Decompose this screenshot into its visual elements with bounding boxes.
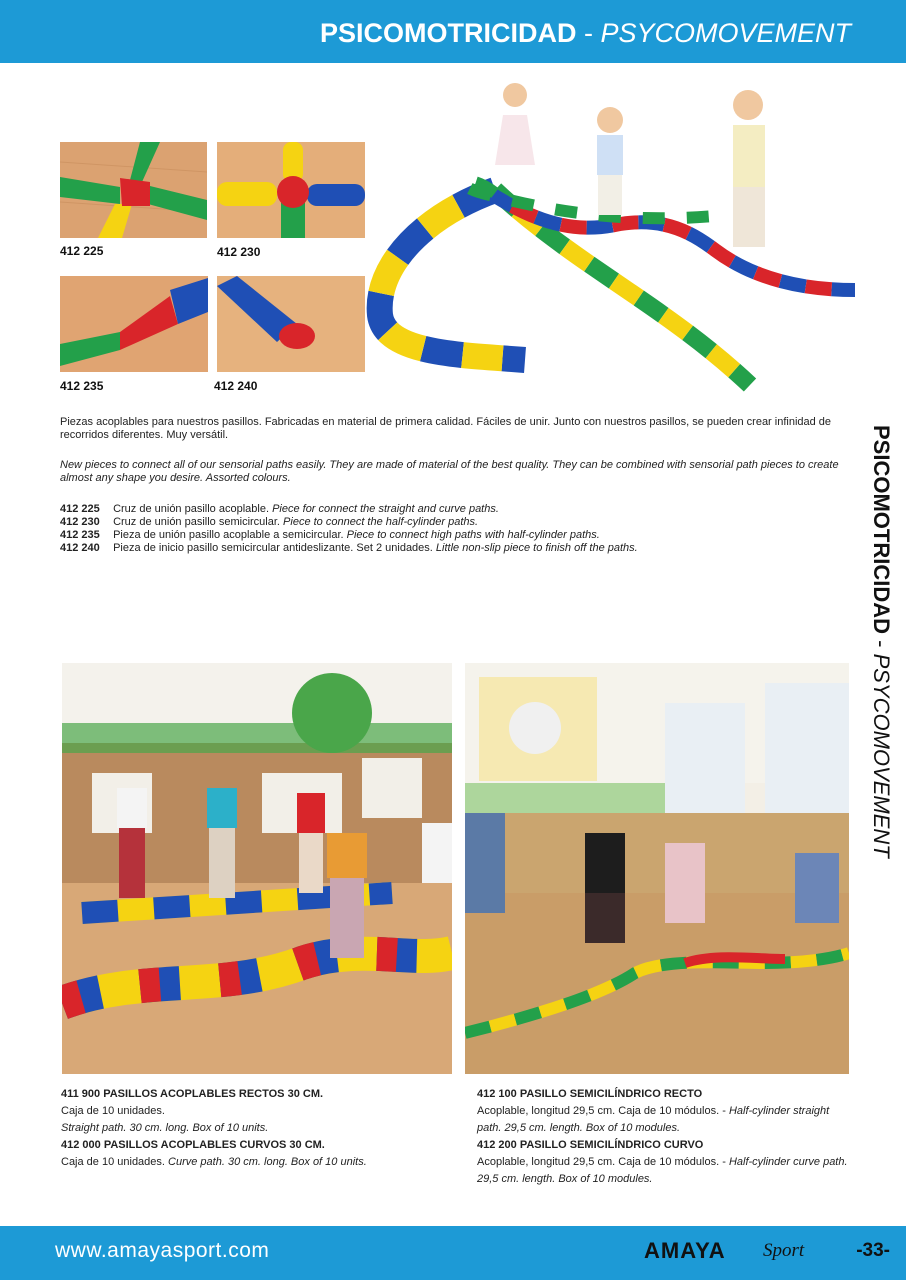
photo-piece-half-cross [217, 142, 365, 238]
description-en: New pieces to connect all of our sensorial paths easily. They are made of material of the best quality. They can be combined with sensorial path pieces to create almost any shape you desire. Assorted colours. [60, 459, 839, 484]
list-es: Pieza de unión pasillo acoplable a semicircular. [113, 529, 344, 541]
page-footer [0, 1226, 906, 1280]
caption-title: 412 000 PASILLOS ACOPLABLES CURVOS 30 CM. [61, 1139, 325, 1151]
caption-title: 411 900 PASILLOS ACOPLABLES RECTOS 30 CM. [61, 1088, 324, 1100]
caption-es: Caja de 10 unidades. [61, 1156, 165, 1168]
caption-en: Half-cylinder straight path. 29,5 cm. length. Box of 10 modules. [477, 1105, 830, 1134]
piece-code-1: 412 225 [60, 244, 104, 258]
photo-classroom-straight-paths [62, 663, 452, 1074]
list-item [60, 503, 850, 516]
side-title-separator: - [869, 634, 894, 654]
list-item [60, 516, 850, 529]
list-en: Piece to connect the half-cylinder paths. [283, 516, 479, 528]
list-code: 412 235 [60, 529, 100, 541]
piece-code-4: 412 240 [214, 379, 258, 393]
caption-en: Curve path. 30 cm. long. Box of 10 units. [168, 1156, 367, 1168]
photo-piece-cross [60, 142, 207, 238]
list-en: Little non-slip piece to finish off the paths. [435, 542, 638, 554]
list-item [60, 542, 850, 555]
photo-classroom-half-cylinder-paths [465, 663, 849, 1074]
title-es: PSICOMOTRICIDAD [319, 18, 577, 48]
caption-title: 412 100 PASILLO SEMICILÍNDRICO RECTO [477, 1088, 703, 1100]
list-en: Piece to connect high paths with half-cylinder paths. [346, 529, 600, 541]
caption-straight-curve-paths [61, 1086, 461, 1171]
list-es: Cruz de unión pasillo acoplable. [113, 503, 269, 515]
piece-code-2: 412 230 [217, 245, 261, 259]
list-code: 412 230 [60, 516, 100, 528]
title-en: PSYCOMOVEMENT [600, 18, 851, 48]
caption-title: 412 200 PASILLO SEMICILÍNDRICO CURVO [477, 1139, 704, 1151]
list-en: Piece for connect the straight and curve paths. [272, 503, 499, 515]
caption-dash: - [719, 1105, 729, 1117]
caption-en: Straight path. 30 cm. long. Box of 10 units. [61, 1122, 269, 1134]
list-code: 412 225 [60, 503, 100, 515]
product-list [60, 503, 850, 555]
website-url: www.amayasport.com [55, 1239, 270, 1262]
list-item [60, 529, 850, 542]
photo-piece-end [217, 276, 365, 372]
photo-kids-on-paths [365, 75, 865, 405]
list-code: 412 240 [60, 542, 100, 554]
caption-en: Half-cylinder curve path. 29,5 cm. length. Box of 10 modules. [477, 1156, 848, 1185]
caption-es: Acoplable, longitud 29,5 cm. Caja de 10 módulos. [477, 1105, 720, 1117]
piece-code-3: 412 235 [60, 379, 104, 393]
list-es: Cruz de unión pasillo semicircular. [113, 516, 280, 528]
caption-es: Caja de 10 unidades. [61, 1105, 165, 1117]
page-number: -33- [856, 1240, 890, 1261]
page-title [320, 18, 851, 49]
caption-dash: - [719, 1156, 729, 1168]
caption-half-cylinder-paths [477, 1086, 849, 1188]
brand-logo-sub: Sport [763, 1240, 805, 1261]
photo-piece-adapter [60, 276, 208, 372]
side-title [864, 425, 904, 885]
description-es: Piezas acoplables para nuestros pasillos. Fabricadas en material de primera calidad. Fáciles de unir. Junto con nuestros pasillos, se pueden crear infinidad de recorridos diferentes. Muy versátil. [60, 416, 832, 441]
page-header [0, 0, 906, 63]
title-separator: - [576, 18, 601, 48]
brand-logo: AMAYA [644, 1238, 726, 1263]
list-es: Pieza de inicio pasillo semicircular antideslizante. Set 2 unidades. [113, 542, 433, 554]
caption-es: Acoplable, longitud 29,5 cm. Caja de 10 módulos. [477, 1156, 720, 1168]
side-title-es: PSICOMOTRICIDAD [869, 425, 894, 634]
side-title-en: PSYCOMOVEMENT [869, 653, 894, 858]
